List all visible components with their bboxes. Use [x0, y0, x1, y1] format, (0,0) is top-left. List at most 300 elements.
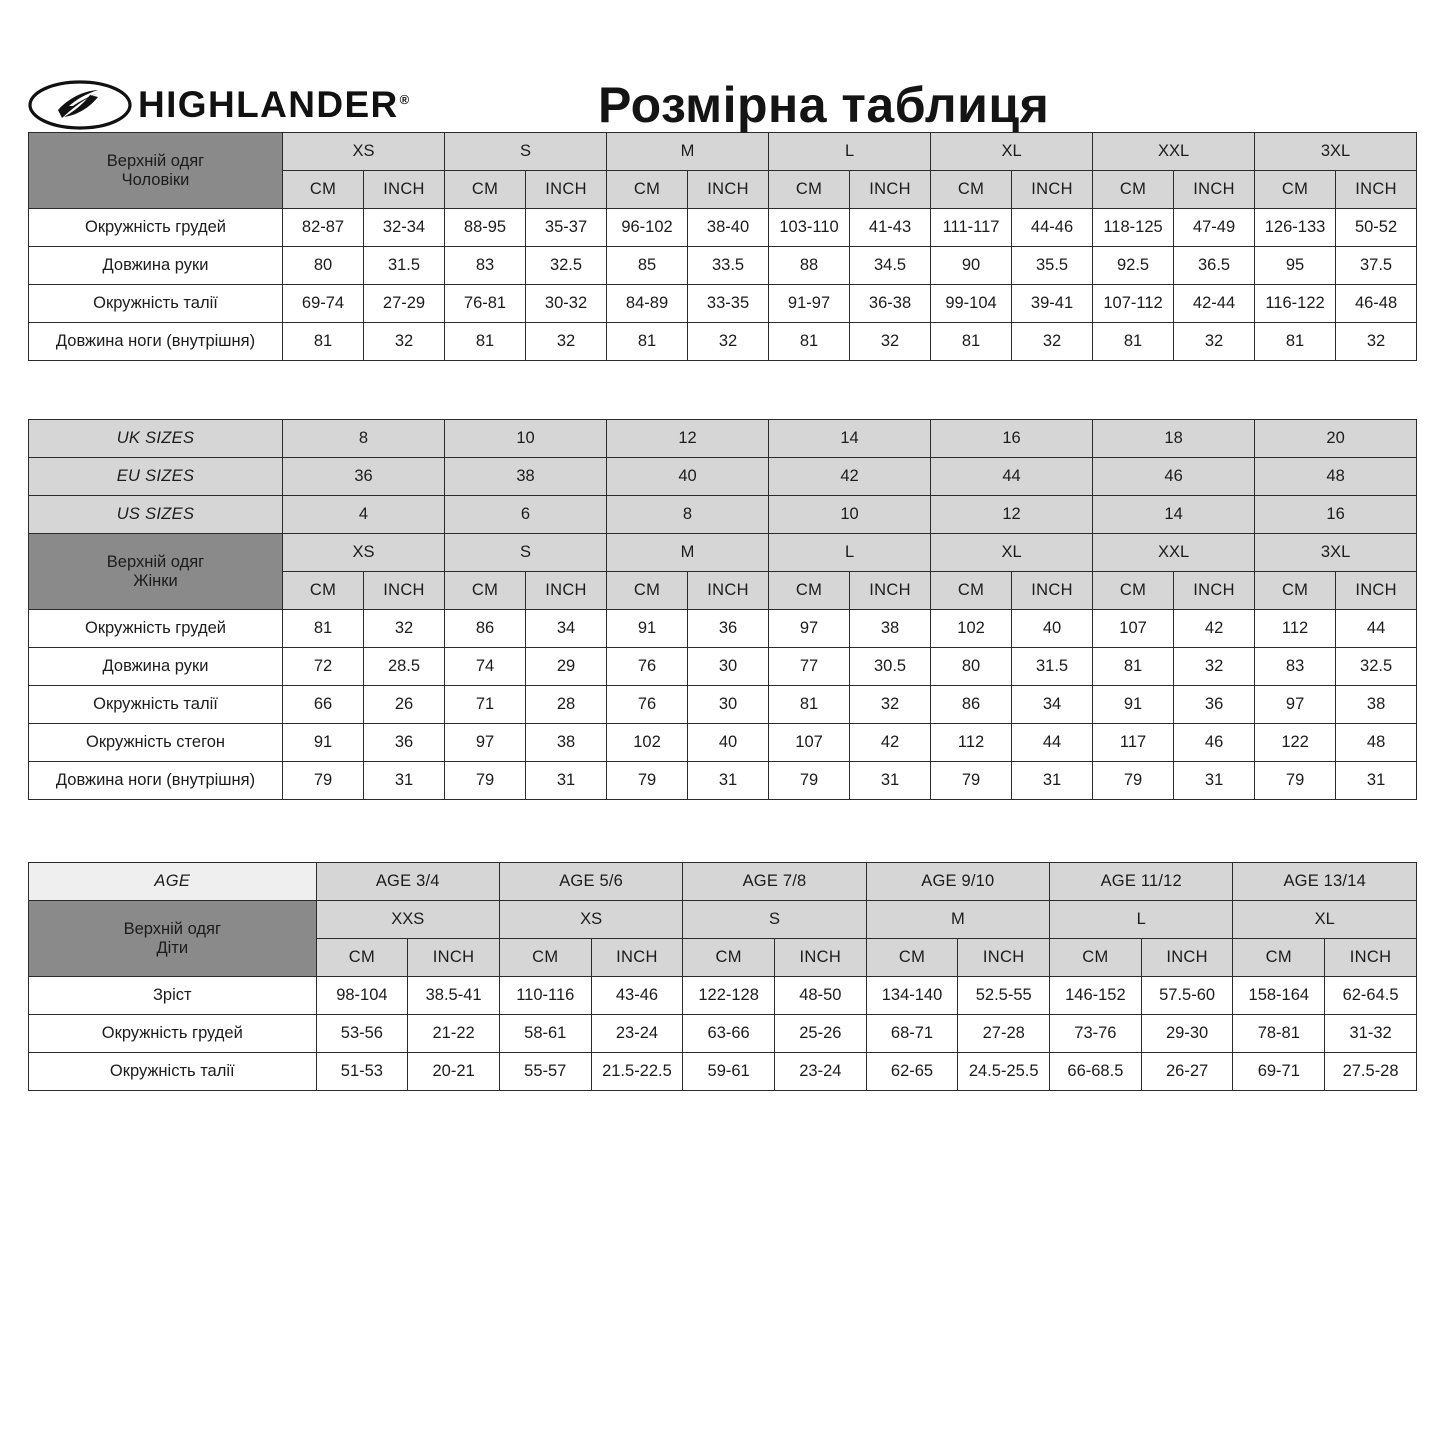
men-table-block — [0, 132, 1445, 361]
brand-logo — [28, 79, 468, 131]
measurement-value-cm: 76 — [607, 686, 688, 724]
measurement-value-inch: 44-46 — [1012, 209, 1093, 247]
measurement-value-cm: 80 — [931, 648, 1012, 686]
size-name-row — [29, 901, 1417, 939]
women-size-table — [28, 419, 1417, 800]
measurement-value-inch: 34.5 — [850, 247, 931, 285]
age-header-cell: AGE 9/10 — [866, 863, 1049, 901]
measurement-value-cm: 102 — [607, 724, 688, 762]
measurement-value-inch: 23-24 — [774, 1053, 866, 1091]
measurement-value-cm: 86 — [445, 610, 526, 648]
measurement-value-inch: 32 — [1012, 323, 1093, 361]
unit-cell-cm: CM — [283, 171, 364, 209]
measurement-value-inch: 46 — [1174, 724, 1255, 762]
unit-cell-cm: CM — [1093, 171, 1174, 209]
measurement-value-inch: 30 — [688, 686, 769, 724]
measurement-value-inch: 40 — [1012, 610, 1093, 648]
measurement-row — [29, 686, 1417, 724]
measurement-value-inch: 26-27 — [1141, 1053, 1233, 1091]
measurement-value-inch: 32-34 — [364, 209, 445, 247]
brand-name: HIGHLANDER® — [138, 84, 411, 125]
measurement-label: Довжина ноги (внутрішня) — [29, 323, 283, 361]
measurement-value-cm: 88-95 — [445, 209, 526, 247]
unit-cell-inch: INCH — [850, 171, 931, 209]
measurement-row — [29, 285, 1417, 323]
size-system-value: 10 — [445, 420, 607, 458]
size-system-label: UK SIZES — [29, 420, 283, 458]
measurement-value-cm: 69-74 — [283, 285, 364, 323]
measurement-value-cm: 66 — [283, 686, 364, 724]
measurement-value-cm: 85 — [607, 247, 688, 285]
measurement-value-inch: 57.5-60 — [1141, 977, 1233, 1015]
measurement-value-cm: 81 — [445, 323, 526, 361]
measurement-value-inch: 27-28 — [958, 1015, 1050, 1053]
measurement-value-inch: 47-49 — [1174, 209, 1255, 247]
unit-cell-inch: INCH — [1174, 572, 1255, 610]
measurement-value-cm: 112 — [1255, 610, 1336, 648]
unit-cell-cm: CM — [283, 572, 364, 610]
measurement-value-inch: 46-48 — [1336, 285, 1417, 323]
unit-cell-cm: CM — [769, 572, 850, 610]
measurement-row — [29, 1053, 1417, 1091]
age-header-cell: AGE 13/14 — [1233, 863, 1417, 901]
measurement-value-cm: 76 — [607, 648, 688, 686]
age-header-cell: AGE 3/4 — [316, 863, 499, 901]
measurement-value-cm: 110-116 — [499, 977, 591, 1015]
measurement-value-inch: 31-32 — [1325, 1015, 1417, 1053]
measurement-row — [29, 724, 1417, 762]
measurement-value-inch: 50-52 — [1336, 209, 1417, 247]
measurement-value-cm: 74 — [445, 648, 526, 686]
page-header — [0, 0, 1445, 132]
size-system-value: 4 — [283, 496, 445, 534]
age-header-cell: AGE 11/12 — [1050, 863, 1233, 901]
measurement-value-cm: 81 — [769, 323, 850, 361]
unit-cell-cm: CM — [1255, 572, 1336, 610]
size-name-cell: L — [769, 534, 931, 572]
measurement-label: Довжина ноги (внутрішня) — [29, 762, 283, 800]
category-header-line2: Чоловіки — [121, 170, 190, 189]
size-name-cell: M — [866, 901, 1049, 939]
measurement-value-cm: 91 — [283, 724, 364, 762]
age-row — [29, 863, 1417, 901]
measurement-value-cm: 86 — [931, 686, 1012, 724]
measurement-row — [29, 977, 1417, 1015]
category-header-line1: Верхній одяг — [123, 920, 221, 939]
measurement-value-cm: 69-71 — [1233, 1053, 1325, 1091]
measurement-value-inch: 28 — [526, 686, 607, 724]
measurement-value-cm: 97 — [769, 610, 850, 648]
measurement-value-cm: 111-117 — [931, 209, 1012, 247]
measurement-label: Окружність стегон — [29, 724, 283, 762]
measurement-value-cm: 122-128 — [683, 977, 775, 1015]
measurement-value-inch: 21-22 — [408, 1015, 500, 1053]
measurement-value-inch: 26 — [364, 686, 445, 724]
measurement-value-cm: 81 — [283, 323, 364, 361]
measurement-value-cm: 76-81 — [445, 285, 526, 323]
men-size-table — [28, 132, 1417, 361]
measurement-value-inch: 27.5-28 — [1325, 1053, 1417, 1091]
measurement-value-inch: 20-21 — [408, 1053, 500, 1091]
measurement-value-cm: 126-133 — [1255, 209, 1336, 247]
unit-cell-cm: CM — [445, 572, 526, 610]
measurement-value-inch: 43-46 — [591, 977, 683, 1015]
measurement-value-cm: 81 — [769, 686, 850, 724]
size-system-value: 16 — [931, 420, 1093, 458]
size-system-value: 8 — [283, 420, 445, 458]
unit-cell-inch: INCH — [526, 171, 607, 209]
measurement-value-cm: 81 — [607, 323, 688, 361]
measurement-value-cm: 72 — [283, 648, 364, 686]
measurement-value-inch: 40 — [688, 724, 769, 762]
measurement-value-inch: 29-30 — [1141, 1015, 1233, 1053]
measurement-value-cm: 59-61 — [683, 1053, 775, 1091]
measurement-value-inch: 36-38 — [850, 285, 931, 323]
size-name-cell: XXS — [316, 901, 499, 939]
unit-cell-cm: CM — [607, 171, 688, 209]
page-title: Розмірна таблиця — [598, 77, 1050, 133]
unit-cell-inch: INCH — [958, 939, 1050, 977]
measurement-value-cm: 97 — [1255, 686, 1336, 724]
measurement-value-inch: 32 — [1174, 648, 1255, 686]
unit-cell-inch: INCH — [364, 171, 445, 209]
category-header-cell — [29, 133, 283, 209]
measurement-value-cm: 118-125 — [1093, 209, 1174, 247]
size-system-value: 16 — [1255, 496, 1417, 534]
size-system-value: 6 — [445, 496, 607, 534]
measurement-value-cm: 117 — [1093, 724, 1174, 762]
measurement-value-inch: 32 — [364, 323, 445, 361]
measurement-value-cm: 79 — [769, 762, 850, 800]
measurement-value-inch: 30.5 — [850, 648, 931, 686]
size-name-cell: 3XL — [1255, 133, 1417, 171]
measurement-value-inch: 44 — [1336, 610, 1417, 648]
size-name-cell: XS — [283, 534, 445, 572]
measurement-value-inch: 38 — [526, 724, 607, 762]
unit-cell-inch: INCH — [774, 939, 866, 977]
measurement-value-cm: 71 — [445, 686, 526, 724]
measurement-value-cm: 90 — [931, 247, 1012, 285]
measurement-value-cm: 99-104 — [931, 285, 1012, 323]
measurement-value-inch: 48 — [1336, 724, 1417, 762]
measurement-label: Довжина руки — [29, 648, 283, 686]
unit-cell-cm: CM — [931, 572, 1012, 610]
unit-cell-inch: INCH — [688, 572, 769, 610]
age-header-cell: AGE 5/6 — [499, 863, 682, 901]
unit-cell-cm: CM — [1233, 939, 1325, 977]
measurement-value-cm: 102 — [931, 610, 1012, 648]
size-system-value: 10 — [769, 496, 931, 534]
measurement-value-cm: 51-53 — [316, 1053, 408, 1091]
unit-cell-inch: INCH — [850, 572, 931, 610]
measurement-value-cm: 134-140 — [866, 977, 958, 1015]
unit-cell-cm: CM — [499, 939, 591, 977]
unit-cell-inch: INCH — [591, 939, 683, 977]
measurement-value-cm: 97 — [445, 724, 526, 762]
size-system-value: 12 — [931, 496, 1093, 534]
unit-cell-inch: INCH — [1174, 171, 1255, 209]
size-name-cell: M — [607, 534, 769, 572]
unit-cell-inch: INCH — [1141, 939, 1233, 977]
measurement-value-inch: 37.5 — [1336, 247, 1417, 285]
measurement-value-cm: 79 — [1093, 762, 1174, 800]
measurement-value-inch: 32.5 — [526, 247, 607, 285]
measurement-value-inch: 42 — [1174, 610, 1255, 648]
measurement-value-cm: 158-164 — [1233, 977, 1325, 1015]
measurement-value-cm: 81 — [931, 323, 1012, 361]
size-name-cell: XL — [931, 133, 1093, 171]
unit-cell-inch: INCH — [1336, 171, 1417, 209]
measurement-label: Окружність талії — [29, 686, 283, 724]
size-name-row — [29, 534, 1417, 572]
measurement-value-inch: 33.5 — [688, 247, 769, 285]
size-system-label: EU SIZES — [29, 458, 283, 496]
unit-cell-inch: INCH — [1336, 572, 1417, 610]
measurement-value-cm: 68-71 — [866, 1015, 958, 1053]
measurement-value-inch: 38-40 — [688, 209, 769, 247]
size-name-cell: XL — [1233, 901, 1417, 939]
size-name-cell: L — [1050, 901, 1233, 939]
unit-cell-inch: INCH — [1012, 171, 1093, 209]
measurement-value-cm: 82-87 — [283, 209, 364, 247]
measurement-value-cm: 91 — [607, 610, 688, 648]
unit-cell-cm: CM — [769, 171, 850, 209]
size-system-value: 12 — [607, 420, 769, 458]
measurement-value-inch: 32 — [526, 323, 607, 361]
measurement-value-inch: 32 — [1336, 323, 1417, 361]
age-label-cell: AGE — [29, 863, 317, 901]
measurement-value-cm: 66-68.5 — [1050, 1053, 1142, 1091]
measurement-value-cm: 53-56 — [316, 1015, 408, 1053]
measurement-row — [29, 247, 1417, 285]
measurement-value-inch: 32 — [1174, 323, 1255, 361]
measurement-value-cm: 95 — [1255, 247, 1336, 285]
measurement-value-inch: 52.5-55 — [958, 977, 1050, 1015]
measurement-value-inch: 36 — [364, 724, 445, 762]
size-system-value: 42 — [769, 458, 931, 496]
measurement-value-inch: 35-37 — [526, 209, 607, 247]
measurement-value-inch: 30 — [688, 648, 769, 686]
measurement-value-cm: 79 — [283, 762, 364, 800]
measurement-label: Зріст — [29, 977, 317, 1015]
measurement-row — [29, 323, 1417, 361]
measurement-value-inch: 24.5-25.5 — [958, 1053, 1050, 1091]
size-name-cell: S — [445, 133, 607, 171]
measurement-label: Окружність талії — [29, 285, 283, 323]
measurement-value-inch: 31 — [1336, 762, 1417, 800]
category-header-line2: Жінки — [133, 571, 178, 590]
size-name-cell: S — [445, 534, 607, 572]
size-name-cell: XXL — [1093, 534, 1255, 572]
category-header-line2: Діти — [156, 938, 189, 957]
unit-cell-cm: CM — [931, 171, 1012, 209]
size-system-value: 40 — [607, 458, 769, 496]
measurement-value-cm: 146-152 — [1050, 977, 1142, 1015]
measurement-value-cm: 63-66 — [683, 1015, 775, 1053]
size-name-cell: XS — [499, 901, 682, 939]
size-name-cell: XS — [283, 133, 445, 171]
measurement-value-inch: 34 — [1012, 686, 1093, 724]
unit-cell-inch: INCH — [1325, 939, 1417, 977]
measurement-value-cm: 122 — [1255, 724, 1336, 762]
size-system-value: 14 — [769, 420, 931, 458]
measurement-label: Окружність грудей — [29, 610, 283, 648]
size-system-value: 36 — [283, 458, 445, 496]
measurement-value-inch: 31 — [688, 762, 769, 800]
measurement-value-cm: 83 — [1255, 648, 1336, 686]
measurement-value-cm: 58-61 — [499, 1015, 591, 1053]
size-system-value: 38 — [445, 458, 607, 496]
measurement-value-cm: 79 — [445, 762, 526, 800]
measurement-value-inch: 32 — [850, 686, 931, 724]
women-table-block — [0, 419, 1445, 800]
measurement-label: Окружність грудей — [29, 1015, 317, 1053]
measurement-value-cm: 62-65 — [866, 1053, 958, 1091]
measurement-value-cm: 116-122 — [1255, 285, 1336, 323]
measurement-value-inch: 38 — [1336, 686, 1417, 724]
size-name-cell: XXL — [1093, 133, 1255, 171]
size-system-value: 20 — [1255, 420, 1417, 458]
measurement-value-cm: 83 — [445, 247, 526, 285]
measurement-value-inch: 32 — [688, 323, 769, 361]
measurement-row — [29, 209, 1417, 247]
measurement-value-inch: 28.5 — [364, 648, 445, 686]
size-name-cell: M — [607, 133, 769, 171]
size-name-cell: XL — [931, 534, 1093, 572]
unit-cell-inch: INCH — [408, 939, 500, 977]
size-system-label: US SIZES — [29, 496, 283, 534]
measurement-value-inch: 32 — [364, 610, 445, 648]
measurement-value-cm: 55-57 — [499, 1053, 591, 1091]
size-system-value: 14 — [1093, 496, 1255, 534]
measurement-value-inch: 36 — [1174, 686, 1255, 724]
measurement-value-inch: 48-50 — [774, 977, 866, 1015]
measurement-value-cm: 78-81 — [1233, 1015, 1325, 1053]
size-system-value: 8 — [607, 496, 769, 534]
unit-cell-cm: CM — [316, 939, 408, 977]
measurement-value-inch: 42-44 — [1174, 285, 1255, 323]
measurement-value-inch: 25-26 — [774, 1015, 866, 1053]
unit-cell-cm: CM — [1093, 572, 1174, 610]
unit-cell-inch: INCH — [364, 572, 445, 610]
kids-table-block — [0, 862, 1445, 1091]
measurement-value-inch: 21.5-22.5 — [591, 1053, 683, 1091]
measurement-value-cm: 73-76 — [1050, 1015, 1142, 1053]
measurement-value-inch: 32.5 — [1336, 648, 1417, 686]
measurement-value-cm: 112 — [931, 724, 1012, 762]
unit-cell-cm: CM — [1255, 171, 1336, 209]
measurement-value-cm: 84-89 — [607, 285, 688, 323]
age-header-cell: AGE 7/8 — [683, 863, 866, 901]
measurement-value-cm: 88 — [769, 247, 850, 285]
measurement-value-inch: 31 — [364, 762, 445, 800]
size-system-value: 46 — [1093, 458, 1255, 496]
measurement-row — [29, 648, 1417, 686]
size-system-value: 18 — [1093, 420, 1255, 458]
measurement-value-cm: 81 — [1093, 323, 1174, 361]
unit-cell-cm: CM — [445, 171, 526, 209]
measurement-row — [29, 610, 1417, 648]
category-header-cell — [29, 901, 317, 977]
measurement-value-cm: 81 — [283, 610, 364, 648]
measurement-value-cm: 77 — [769, 648, 850, 686]
size-system-value: 48 — [1255, 458, 1417, 496]
measurement-value-inch: 36.5 — [1174, 247, 1255, 285]
measurement-value-inch: 31.5 — [1012, 648, 1093, 686]
measurement-value-cm: 103-110 — [769, 209, 850, 247]
measurement-value-inch: 32 — [850, 323, 931, 361]
measurement-value-inch: 39-41 — [1012, 285, 1093, 323]
measurement-value-inch: 31 — [850, 762, 931, 800]
measurement-value-cm: 79 — [607, 762, 688, 800]
unit-cell-cm: CM — [1050, 939, 1142, 977]
measurement-value-inch: 38.5-41 — [408, 977, 500, 1015]
measurement-value-cm: 107-112 — [1093, 285, 1174, 323]
measurement-value-inch: 31 — [1012, 762, 1093, 800]
measurement-value-inch: 41-43 — [850, 209, 931, 247]
unit-cell-inch: INCH — [688, 171, 769, 209]
measurement-row — [29, 1015, 1417, 1053]
measurement-value-cm: 107 — [1093, 610, 1174, 648]
measurement-value-cm: 81 — [1093, 648, 1174, 686]
measurement-value-cm: 91 — [1093, 686, 1174, 724]
measurement-value-inch: 27-29 — [364, 285, 445, 323]
size-system-row-us-sizes — [29, 496, 1417, 534]
measurement-value-inch: 62-64.5 — [1325, 977, 1417, 1015]
size-system-row-eu-sizes — [29, 458, 1417, 496]
size-name-row — [29, 133, 1417, 171]
measurement-value-cm: 79 — [1255, 762, 1336, 800]
size-system-row-uk-sizes — [29, 420, 1417, 458]
measurement-value-cm: 91-97 — [769, 285, 850, 323]
measurement-value-inch: 36 — [688, 610, 769, 648]
size-name-cell: S — [683, 901, 866, 939]
kids-size-table — [28, 862, 1417, 1091]
measurement-value-cm: 98-104 — [316, 977, 408, 1015]
measurement-value-cm: 96-102 — [607, 209, 688, 247]
measurement-value-cm: 107 — [769, 724, 850, 762]
measurement-value-inch: 29 — [526, 648, 607, 686]
measurement-value-inch: 42 — [850, 724, 931, 762]
category-header-cell — [29, 534, 283, 610]
measurement-label: Довжина руки — [29, 247, 283, 285]
measurement-value-inch: 33-35 — [688, 285, 769, 323]
unit-cell-inch: INCH — [1012, 572, 1093, 610]
size-name-cell: L — [769, 133, 931, 171]
measurement-value-inch: 31 — [526, 762, 607, 800]
unit-cell-cm: CM — [607, 572, 688, 610]
measurement-value-inch: 31.5 — [364, 247, 445, 285]
unit-cell-cm: CM — [683, 939, 775, 977]
measurement-value-inch: 44 — [1012, 724, 1093, 762]
measurement-value-cm: 81 — [1255, 323, 1336, 361]
measurement-value-inch: 31 — [1174, 762, 1255, 800]
category-header-line1: Верхній одяг — [106, 553, 205, 572]
category-header-line1: Верхній одяг — [106, 152, 205, 171]
measurement-value-inch: 34 — [526, 610, 607, 648]
unit-cell-inch: INCH — [526, 572, 607, 610]
measurement-value-inch: 38 — [850, 610, 931, 648]
measurement-label: Окружність грудей — [29, 209, 283, 247]
measurement-label: Окружність талії — [29, 1053, 317, 1091]
measurement-row — [29, 762, 1417, 800]
unit-cell-cm: CM — [866, 939, 958, 977]
measurement-value-cm: 79 — [931, 762, 1012, 800]
measurement-value-cm: 92.5 — [1093, 247, 1174, 285]
measurement-value-cm: 80 — [283, 247, 364, 285]
size-system-value: 44 — [931, 458, 1093, 496]
measurement-value-inch: 35.5 — [1012, 247, 1093, 285]
